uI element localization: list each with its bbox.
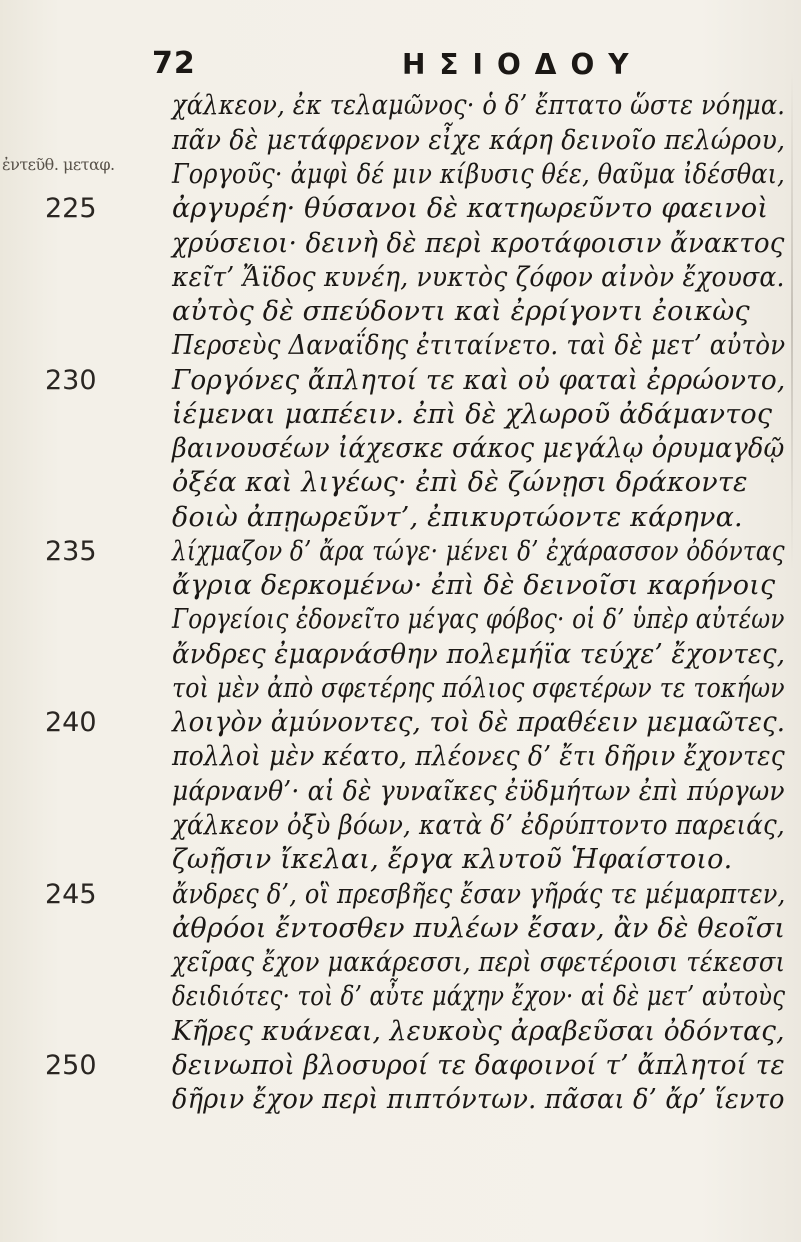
verse-line: χεῖρας ἔχον μακάρεσσι, περὶ σφετέροισι τέκεσσι: [172, 947, 786, 978]
verse-line: λοιγὸν ἀμύνοντες, τοὶ δὲ πραθέειν μεμαῶτες.: [172, 707, 786, 738]
verse-line: κεῖτ’ Ἄϊδος κυνέη, νυκτὸς ζόφον αἰνὸν ἔχουσα.: [172, 262, 785, 293]
line-number: 235: [45, 536, 97, 567]
verse-line: ἄνδρες δ’, οἳ πρεσβῆες ἔσαν γῆράς τε μέμαρπτεν,: [172, 879, 786, 910]
verse-line: βαινουσέων ἰάχεσκε σάκος μεγάλῳ ὀρυμαγδῷ: [172, 433, 785, 464]
verse-line: ὀξέα καὶ λιγέως· ἐπὶ δὲ ζώνῃσι δράκοντε: [172, 467, 748, 498]
running-head: ΗΣΙΟΔΟΥ: [402, 48, 643, 81]
verse-line: Περσεὺς Δαναΐδης ἐτιταίνετο. ταὶ δὲ μετ’ αὐτὸν: [172, 330, 786, 361]
verse-line: δῆριν ἔχον περὶ πιπτόντων. πᾶσαι δ’ ἄρ’ ἵεντο: [172, 1084, 785, 1115]
line-number: 225: [45, 193, 97, 224]
verse-line: δεινωποὶ βλοσυροί τε δαφοινοί τ’ ἄπλητοί τε: [172, 1050, 785, 1081]
verse-line: ἄγρια δερκομένω· ἐπὶ δὲ δεινοῖσι καρήνοις: [172, 570, 776, 601]
verse-line: ἄνδρες ἐμαρνάσθην πολεμήϊα τεύχε’ ἔχοντες,: [172, 639, 786, 670]
line-number: 230: [45, 365, 97, 396]
verse-line: χάλκεον ὀξὺ βόων, κατὰ δ’ ἐδρύπτοντο παρειάς,: [172, 810, 785, 841]
verse-line: πολλοὶ μὲν κέατο, πλέονες δ’ ἔτι δῆριν ἔχοντες: [172, 741, 785, 772]
verse-line: Κῆρες κυάνεαι, λευκοὺς ἀραβεῦσαι ὀδόντας,: [172, 1016, 785, 1047]
line-number: 250: [45, 1050, 97, 1081]
verse-line: Γοργοῦς· ἀμφὶ δέ μιν κίβυσις θέε, θαῦμα ἰδέσθαι,: [172, 159, 785, 190]
page-number: 72: [152, 46, 196, 81]
line-number: 245: [45, 879, 97, 910]
verse-line: ἀργυρέη· θύσανοι δὲ κατηωρεῦντο φαεινοὶ: [172, 193, 769, 224]
verse-line: ἱέμεναι μαπέειν. ἐπὶ δὲ χλωροῦ ἀδάμαντος: [172, 399, 773, 430]
verse-line: μάρνανθ’· αἱ δὲ γυναῖκες ἐϋδμήτων ἐπὶ πύργων: [172, 776, 785, 807]
verse-line: χάλκεον, ἐκ τελαμῶνος· ὁ δ’ ἔπτατο ὥστε νόημα.: [172, 90, 786, 121]
page-header: [0, 40, 801, 80]
verse-line: Γοργόνες ἄπλητοί τε καὶ οὐ φαταὶ ἐρρώοντο,: [172, 365, 786, 396]
handwritten-margin-note: ἐντεῦθ. μεταφ.: [2, 155, 115, 174]
verse-line: λίχμαζον δ’ ἄρα τώγε· μένει δ’ ἐχάρασσον ὀδόντας: [172, 536, 785, 567]
verse-line: ἀθρόοι ἔντοσθεν πυλέων ἔσαν, ἂν δὲ θεοῖσι: [172, 913, 786, 944]
line-number: 240: [45, 707, 97, 738]
verse-line: πᾶν δὲ μετάφρενον εἶχε κάρη δεινοῖο πελώρου,: [172, 125, 786, 156]
verse-line: ζωῇσιν ἴκελαι, ἔργα κλυτοῦ Ἡφαίστοιο.: [172, 844, 733, 875]
page-edge-shadow: [791, 70, 793, 570]
verse-line: δοιὼ ἀπῃωρεῦντ’, ἐπικυρτώοντε κάρηνα.: [172, 502, 743, 533]
verse-line: αὐτὸς δὲ σπεύδοντι καὶ ἐρρίγοντι ἐοικὼς: [172, 296, 750, 327]
verse-line: χρύσειοι· δεινὴ δὲ περὶ κροτάφοισιν ἄνακτος: [172, 228, 785, 259]
verse-line: Γοργείοις ἐδονεῖτο μέγας φόβος· οἱ δ’ ὑπὲρ αὐτέων: [172, 604, 785, 635]
verse-line: δειδιότες· τοὶ δ’ αὖτε μάχην ἔχον· αἱ δὲ μετ’ αὐτοὺς: [172, 981, 786, 1012]
verse-line: τοὶ μὲν ἀπὸ σφετέρης πόλιος σφετέρων τε τοκήων: [172, 673, 785, 704]
